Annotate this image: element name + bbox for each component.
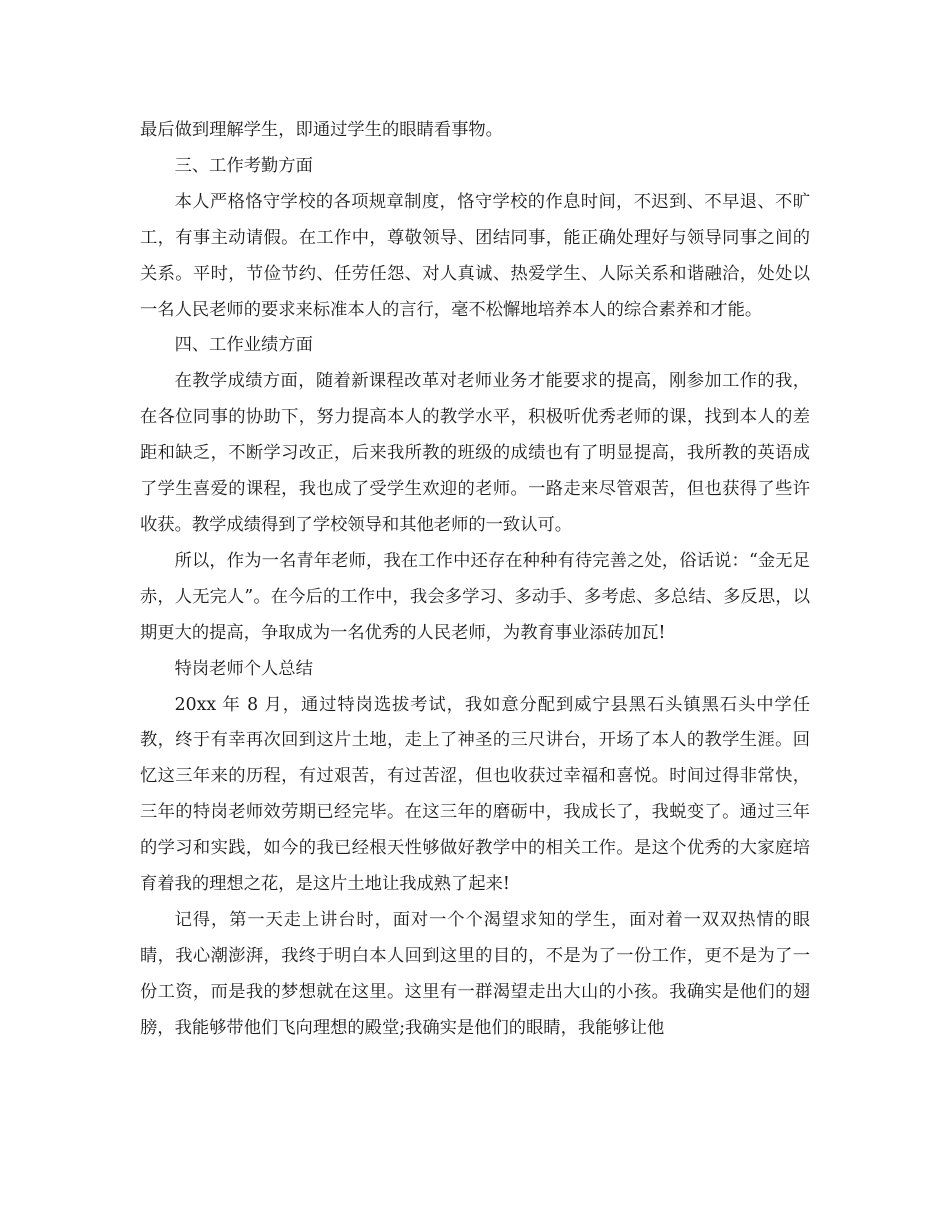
paragraph-performance: 在教学成绩方面，随着新课程改革对老师业务才能要求的提高，刚参加工作的我，在各位同事的协助下，努力提高本人的教学水平，积极听优秀老师的课，找到本人的差距和缺乏，不断学习改正，后来我所教的班级的成绩也有了明显提高，我所教的英语成了学生喜爱的课程，我也成了受学生欢迎的老师。一路走来尽管艰苦，但也获得了些许收获。教学成绩得到了学校领导和其他老师的一致认可。 [140,371,810,535]
document-subtitle: 特岗老师个人总结 [174,658,313,679]
paragraph-conclusion: 所以，作为一名青年老师，我在工作中还存在种种有待完善之处，俗话说：“金无足赤，人无完人”。在今后的工作中，我会多学习、多动手、多考虑、多总结、多反思，以期更大的提高，争取成为一名优秀的人民老师，为教育事业添砖加瓦! [140,550,810,643]
section-heading-attendance: 三、工作考勤方面 [174,155,313,176]
paragraph-memory: 记得，第一天走上讲台时，面对一个个渴望求知的学生，面对着一双双热情的眼睛，我心潮澎湃，我终于明白本人回到这里的目的，不是为了一份工作，更不是为了一份工资，而是我的梦想就在这里。这里有一群渴望走出大山的小孩。我确实是他们的翅膀，我能够带他们飞向理想的殿堂;我确实是他们的眼睛，我能够让他 [140,909,810,1038]
paragraph-introduction: 20xx 年 8 月，通过特岗选拔考试，我如意分配到威宁县黑石头镇黑石头中学任教，终于有幸再次回到这片土地，走上了神圣的三尺讲台，开场了本人的教学生涯。回忆这三年来的历程，有过艰苦，有过苦涩，但也收获过幸福和喜悦。时间过得非常快，三年的特岗老师效劳期已经完毕。在这三年的磨砺中，我成长了，我蜕变了。通过三年的学习和实践，如今的我已经根天性够做好教学中的相关工作。是这个优秀的大家庭培育着我的理想之花，是这片土地让我成熟了起来! [140,694,810,895]
paragraph-continuation: 最后做到理解学生，即通过学生的眼睛看事物。 [140,120,503,140]
section-heading-performance: 四、工作业绩方面 [174,335,313,356]
paragraph-attendance: 本人严格恪守学校的各项规章制度，恪守学校的作息时间，不迟到、不早退、不旷工，有事主动请假。在工作中，尊敬领导、团结同事，能正确处理好与领导同事之间的关系。平时，节俭节约、任劳任怨、对人真诚、热爱学生、人际关系和谐融洽，处处以一名人民老师的要求来标准本人的言行，毫不松懈地培养本人的综合素养和才能。 [140,191,810,320]
document-body [140,113,810,1047]
